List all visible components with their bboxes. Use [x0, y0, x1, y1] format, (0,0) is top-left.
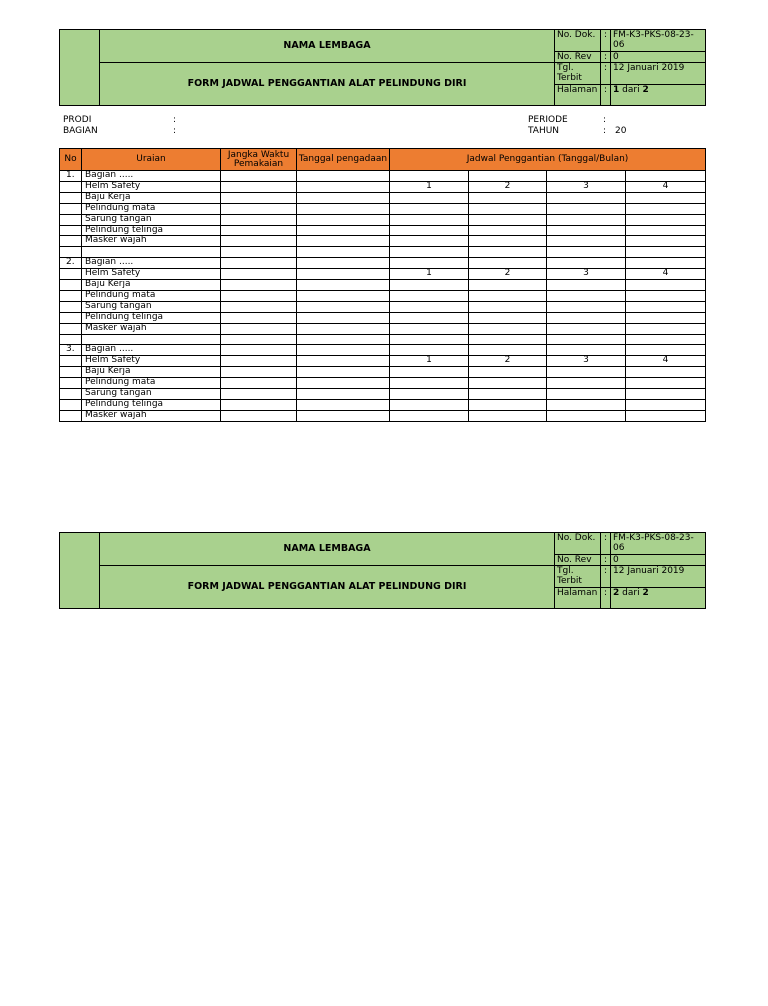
tanggal-cell — [297, 192, 390, 203]
schedule-cell — [626, 214, 706, 225]
col-header-uraian: Uraian — [82, 149, 221, 171]
schedule-cell — [547, 410, 626, 421]
empty-cell — [390, 171, 469, 182]
empty-cell — [547, 171, 626, 182]
jangka-cell — [221, 301, 297, 312]
jangka-cell — [221, 203, 297, 214]
schedule-cell — [626, 203, 706, 214]
empty-cell — [469, 345, 547, 356]
empty-cell — [469, 171, 547, 182]
schedule-cell — [626, 378, 706, 389]
schedule-cell — [390, 290, 469, 301]
tanggal-cell — [297, 269, 390, 280]
table-row — [60, 225, 706, 236]
page-label: Halaman — [555, 588, 601, 609]
empty-cell — [469, 247, 547, 258]
item-name: Helm Safety — [82, 269, 221, 280]
periode-label: PERIODE — [528, 115, 568, 125]
tahun-label: TAHUN — [528, 126, 560, 136]
item-name: Pelindung mata — [82, 290, 221, 301]
empty-cell — [82, 334, 221, 345]
rev-label: No. Rev — [555, 555, 601, 566]
schedule-cell — [390, 301, 469, 312]
empty-cell — [297, 247, 390, 258]
empty-cell — [221, 171, 297, 182]
tanggal-cell — [297, 225, 390, 236]
doc-no-value: FM-K3-PKS-08-23-06 — [611, 533, 706, 555]
schedule-cell — [626, 301, 706, 312]
prodi-colon: : — [173, 115, 177, 125]
jangka-cell — [221, 192, 297, 203]
empty-cell — [469, 258, 547, 269]
schedule-cell — [390, 400, 469, 411]
schedule-cell: 4 — [626, 181, 706, 192]
schedule-cell — [390, 280, 469, 291]
tahun-value: 20 — [615, 126, 627, 136]
issued-label: Tgl. Terbit — [555, 566, 601, 588]
empty-cell — [297, 258, 390, 269]
schedule-cell — [469, 236, 547, 247]
jangka-cell — [221, 389, 297, 400]
tanggal-cell — [297, 312, 390, 323]
schedule-cell: 3 — [547, 356, 626, 367]
table-row — [60, 269, 706, 280]
form-title: FORM JADWAL PENGGANTIAN ALAT PELINDUNG DIRI — [100, 566, 555, 609]
empty-cell — [60, 290, 82, 301]
empty-cell — [390, 258, 469, 269]
schedule-cell — [547, 192, 626, 203]
item-name: Masker wajah — [82, 236, 221, 247]
section-row — [60, 258, 706, 269]
schedule-cell — [626, 323, 706, 334]
schedule-cell: 2 — [469, 356, 547, 367]
tanggal-cell — [297, 410, 390, 421]
schedule-cell — [390, 192, 469, 203]
schedule-cell — [390, 203, 469, 214]
section-row — [60, 345, 706, 356]
table-row — [60, 236, 706, 247]
item-name: Sarung tangan — [82, 214, 221, 225]
item-name: Masker wajah — [82, 323, 221, 334]
blank-row — [60, 247, 706, 258]
doc-no-value: FM-K3-PKS-08-23-06 — [611, 30, 706, 52]
section-row — [60, 171, 706, 182]
tanggal-cell — [297, 323, 390, 334]
tanggal-cell — [297, 203, 390, 214]
table-row — [60, 389, 706, 400]
schedule-cell — [469, 225, 547, 236]
schedule-cell — [469, 400, 547, 411]
empty-cell — [221, 247, 297, 258]
schedule-cell: 4 — [626, 269, 706, 280]
tanggal-cell — [297, 290, 390, 301]
item-name: Masker wajah — [82, 410, 221, 421]
schedule-cell — [390, 236, 469, 247]
empty-cell — [82, 247, 221, 258]
table-row — [60, 301, 706, 312]
empty-cell — [60, 280, 82, 291]
empty-cell — [60, 356, 82, 367]
schedule-cell: 1 — [390, 181, 469, 192]
schedule-cell — [469, 367, 547, 378]
jangka-cell — [221, 280, 297, 291]
table-row — [60, 410, 706, 421]
table-row — [60, 378, 706, 389]
empty-cell — [221, 334, 297, 345]
table-row — [60, 323, 706, 334]
schedule-cell — [547, 378, 626, 389]
table-row — [60, 181, 706, 192]
section-title: Bagian ..... — [82, 345, 221, 356]
schedule-cell — [469, 389, 547, 400]
form-header-page-2: NAMA LEMBAGA No. Dok. : FM-K3-PKS-08-23-06 No. Rev : 0 FORM JADWAL PENGGANTIAN ALAT PELINDUNG DIRI Tgl. Terbit : 12 Januari 2019 Halaman : 2 dari 2 — [59, 532, 706, 609]
empty-cell — [626, 345, 706, 356]
issued-value: 12 Januari 2019 — [611, 566, 706, 588]
schedule-cell — [469, 410, 547, 421]
empty-cell — [626, 334, 706, 345]
empty-cell — [390, 334, 469, 345]
item-name: Baju Kerja — [82, 367, 221, 378]
tanggal-cell — [297, 389, 390, 400]
schedule-cell — [547, 236, 626, 247]
item-name: Baju Kerja — [82, 192, 221, 203]
tanggal-cell — [297, 378, 390, 389]
schedule-cell — [469, 312, 547, 323]
schedule-cell: 2 — [469, 181, 547, 192]
empty-cell — [60, 225, 82, 236]
schedule-cell — [547, 214, 626, 225]
empty-cell — [60, 334, 82, 345]
empty-cell — [390, 345, 469, 356]
schedule-cell — [469, 290, 547, 301]
page-value: 1 dari 2 — [611, 85, 706, 106]
schedule-cell — [547, 225, 626, 236]
empty-cell — [60, 367, 82, 378]
empty-cell — [60, 269, 82, 280]
schedule-cell — [469, 378, 547, 389]
schedule-cell — [390, 378, 469, 389]
jangka-cell — [221, 410, 297, 421]
empty-cell — [60, 214, 82, 225]
schedule-cell — [469, 301, 547, 312]
tanggal-cell — [297, 356, 390, 367]
issued-value: 12 Januari 2019 — [611, 63, 706, 85]
institution-name: NAMA LEMBAGA — [100, 30, 555, 63]
col-header-jadwal: Jadwal Penggantian (Tanggal/Bulan) — [390, 149, 706, 171]
tanggal-cell — [297, 181, 390, 192]
empty-cell — [469, 334, 547, 345]
empty-cell — [60, 400, 82, 411]
rev-value: 0 — [611, 555, 706, 566]
jangka-cell — [221, 290, 297, 301]
item-name: Baju Kerja — [82, 280, 221, 291]
section-title: Bagian ..... — [82, 258, 221, 269]
schedule-cell — [626, 225, 706, 236]
empty-cell — [221, 258, 297, 269]
doc-no-label: No. Dok. — [555, 533, 601, 555]
tanggal-cell — [297, 400, 390, 411]
empty-cell — [60, 181, 82, 192]
periode-colon: : — [603, 115, 607, 125]
empty-cell — [297, 334, 390, 345]
schedule-cell — [390, 214, 469, 225]
empty-cell — [297, 345, 390, 356]
tanggal-cell — [297, 236, 390, 247]
schedule-cell — [469, 323, 547, 334]
empty-cell — [60, 312, 82, 323]
bagian-colon: : — [173, 126, 177, 136]
empty-cell — [60, 203, 82, 214]
item-name: Helm Safety — [82, 356, 221, 367]
tanggal-cell — [297, 367, 390, 378]
schedule-cell — [547, 367, 626, 378]
empty-cell — [547, 345, 626, 356]
schedule-cell — [547, 323, 626, 334]
jangka-cell — [221, 214, 297, 225]
tanggal-cell — [297, 214, 390, 225]
tanggal-cell — [297, 280, 390, 291]
schedule-cell — [626, 236, 706, 247]
bagian-label: BAGIAN — [63, 126, 98, 136]
schedule-cell: 3 — [547, 181, 626, 192]
logo-area — [60, 30, 100, 106]
schedule-cell — [390, 367, 469, 378]
empty-cell — [547, 334, 626, 345]
blank-row — [60, 334, 706, 345]
schedule-cell — [626, 192, 706, 203]
jangka-cell — [221, 378, 297, 389]
schedule-cell: 3 — [547, 269, 626, 280]
table-row — [60, 280, 706, 291]
tanggal-cell — [297, 301, 390, 312]
item-name: Pelindung telinga — [82, 400, 221, 411]
item-name: Helm Safety — [82, 181, 221, 192]
empty-cell — [626, 258, 706, 269]
schedule-cell — [626, 290, 706, 301]
empty-cell — [297, 171, 390, 182]
schedule-cell — [547, 301, 626, 312]
jangka-cell — [221, 269, 297, 280]
col-header-jangka: Jangka Waktu Pemakaian — [221, 149, 297, 171]
schedule-cell — [469, 280, 547, 291]
schedule-cell: 1 — [390, 269, 469, 280]
item-name: Sarung tangan — [82, 389, 221, 400]
jangka-cell — [221, 236, 297, 247]
table-row — [60, 290, 706, 301]
schedule-cell — [547, 389, 626, 400]
schedule-cell — [390, 225, 469, 236]
jangka-cell — [221, 400, 297, 411]
item-name: Pelindung telinga — [82, 312, 221, 323]
empty-cell — [221, 345, 297, 356]
schedule-cell — [626, 389, 706, 400]
item-name: Pelindung telinga — [82, 225, 221, 236]
empty-cell — [60, 192, 82, 203]
schedule-cell — [547, 290, 626, 301]
tahun-colon: : — [603, 126, 607, 136]
empty-cell — [626, 171, 706, 182]
schedule-cell: 1 — [390, 356, 469, 367]
section-number: 1. — [60, 171, 82, 182]
table-row — [60, 214, 706, 225]
schedule-table — [59, 148, 706, 422]
rev-value: 0 — [611, 52, 706, 63]
empty-cell — [60, 378, 82, 389]
schedule-cell — [547, 280, 626, 291]
page-label: Halaman — [555, 85, 601, 106]
table-row — [60, 203, 706, 214]
schedule-cell — [626, 367, 706, 378]
col-header-tanggal: Tanggal pengadaan — [297, 149, 390, 171]
schedule-cell — [626, 312, 706, 323]
schedule-cell — [390, 410, 469, 421]
schedule-cell — [469, 203, 547, 214]
empty-cell — [60, 301, 82, 312]
schedule-cell — [390, 312, 469, 323]
col-header-no: No — [60, 149, 82, 171]
schedule-cell — [626, 400, 706, 411]
empty-cell — [60, 247, 82, 258]
section-title: Bagian ..... — [82, 171, 221, 182]
jangka-cell — [221, 312, 297, 323]
schedule-cell: 2 — [469, 269, 547, 280]
jangka-cell — [221, 225, 297, 236]
issued-label: Tgl. Terbit — [555, 63, 601, 85]
empty-cell — [390, 247, 469, 258]
item-name: Pelindung mata — [82, 203, 221, 214]
schedule-cell — [390, 323, 469, 334]
empty-cell — [547, 247, 626, 258]
schedule-cell — [469, 214, 547, 225]
rev-label: No. Rev — [555, 52, 601, 63]
doc-no-label: No. Dok. — [555, 30, 601, 52]
schedule-cell — [547, 312, 626, 323]
schedule-cell: 4 — [626, 356, 706, 367]
section-number: 3. — [60, 345, 82, 356]
item-name: Pelindung mata — [82, 378, 221, 389]
table-row — [60, 312, 706, 323]
prodi-label: PRODI — [63, 115, 92, 125]
empty-cell — [60, 389, 82, 400]
jangka-cell — [221, 323, 297, 334]
table-row — [60, 192, 706, 203]
schedule-cell — [390, 389, 469, 400]
empty-cell — [547, 258, 626, 269]
schedule-cell — [547, 400, 626, 411]
form-title: FORM JADWAL PENGGANTIAN ALAT PELINDUNG DIRI — [100, 63, 555, 106]
jangka-cell — [221, 356, 297, 367]
logo-area — [60, 533, 100, 609]
schedule-cell — [547, 203, 626, 214]
empty-cell — [60, 236, 82, 247]
schedule-cell — [626, 410, 706, 421]
schedule-cell — [469, 192, 547, 203]
table-row — [60, 356, 706, 367]
section-number: 2. — [60, 258, 82, 269]
schedule-cell — [626, 280, 706, 291]
institution-name: NAMA LEMBAGA — [100, 533, 555, 566]
table-row — [60, 400, 706, 411]
item-name: Sarung tangan — [82, 301, 221, 312]
empty-cell — [626, 247, 706, 258]
table-row — [60, 367, 706, 378]
empty-cell — [60, 410, 82, 421]
form-header-page-1: NAMA LEMBAGA No. Dok. : FM-K3-PKS-08-23-06 No. Rev : 0 FORM JADWAL PENGGANTIAN ALAT PELINDUNG DIRI Tgl. Terbit : 12 Januari 2019 Halaman : 1 dari 2 — [59, 29, 706, 106]
jangka-cell — [221, 181, 297, 192]
empty-cell — [60, 323, 82, 334]
page-value: 2 dari 2 — [611, 588, 706, 609]
jangka-cell — [221, 367, 297, 378]
